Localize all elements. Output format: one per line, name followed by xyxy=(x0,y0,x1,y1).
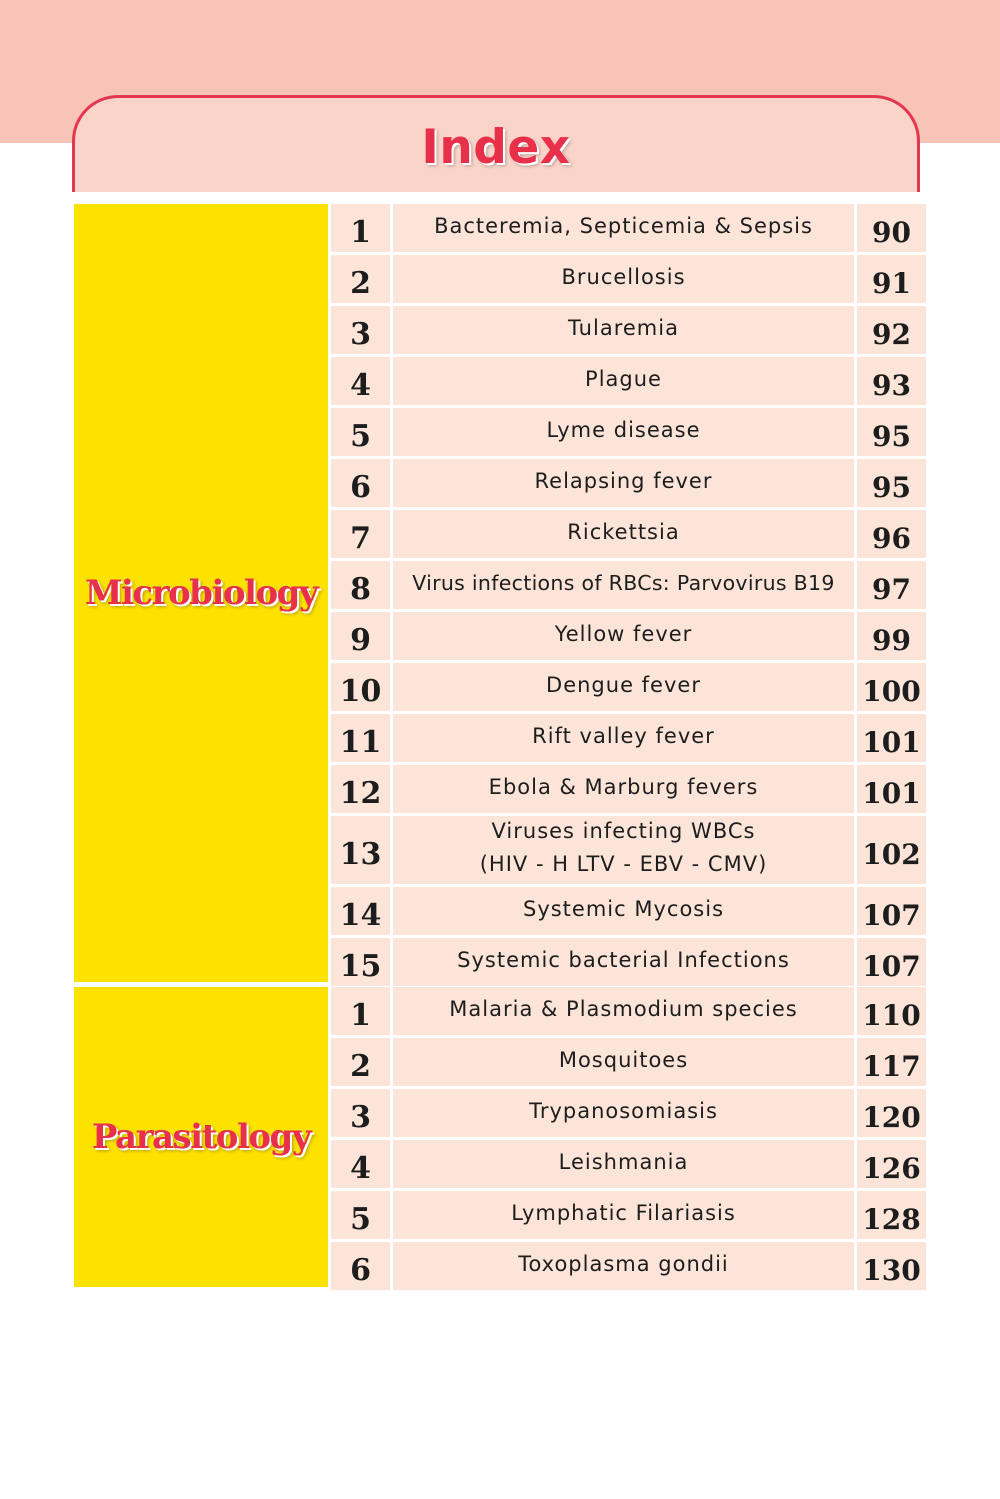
row-number: 7 xyxy=(331,510,390,558)
row-page-number: 120 xyxy=(857,1089,926,1137)
row-topic: Lymphatic Filariasis xyxy=(393,1191,854,1239)
row-topic: Bacteremia, Septicemia & Sepsis xyxy=(393,204,854,252)
row-page-number: 130 xyxy=(857,1242,926,1290)
row-number: 10 xyxy=(331,663,390,711)
row-page-number: 107 xyxy=(857,887,926,935)
page-title: Index xyxy=(421,119,571,175)
section-title: Parasitology xyxy=(91,1117,311,1157)
section-label-parasitology xyxy=(74,987,328,1287)
row-number: 1 xyxy=(331,987,390,1035)
row-number: 15 xyxy=(331,938,390,986)
section-label-microbiology xyxy=(74,204,328,982)
row-number: 2 xyxy=(331,255,390,303)
row-topic: Plague xyxy=(393,357,854,405)
row-page-number: 126 xyxy=(857,1140,926,1188)
row-number: 13 xyxy=(331,816,390,884)
row-page-number: 117 xyxy=(857,1038,926,1086)
row-topic: Systemic Mycosis xyxy=(393,887,854,935)
row-page-number: 100 xyxy=(857,663,926,711)
row-page-number: 99 xyxy=(857,612,926,660)
row-topic-line: (HIV - H LTV - EBV - CMV) xyxy=(479,852,768,876)
row-topic: Leishmania xyxy=(393,1140,854,1188)
row-page-number: 128 xyxy=(857,1191,926,1239)
row-page-number: 91 xyxy=(857,255,926,303)
row-page-number: 90 xyxy=(857,204,926,252)
row-number: 9 xyxy=(331,612,390,660)
row-number: 8 xyxy=(331,561,390,609)
row-number: 11 xyxy=(331,714,390,762)
row-topic: Yellow fever xyxy=(393,612,854,660)
row-topic xyxy=(393,816,854,884)
row-number: 5 xyxy=(331,1191,390,1239)
row-page-number: 101 xyxy=(857,714,926,762)
row-page-number: 101 xyxy=(857,765,926,813)
row-topic: Toxoplasma gondii xyxy=(393,1242,854,1290)
row-page-number: 96 xyxy=(857,510,926,558)
row-number: 4 xyxy=(331,357,390,405)
row-topic: Malaria & Plasmodium species xyxy=(393,987,854,1035)
row-page-number: 93 xyxy=(857,357,926,405)
row-topic: Rift valley fever xyxy=(393,714,854,762)
row-page-number: 92 xyxy=(857,306,926,354)
row-number: 4 xyxy=(331,1140,390,1188)
section-title: Microbiology xyxy=(84,573,318,613)
row-page-number: 110 xyxy=(857,987,926,1035)
row-topic: Brucellosis xyxy=(393,255,854,303)
row-topic: Tularemia xyxy=(393,306,854,354)
row-page-number: 97 xyxy=(857,561,926,609)
row-topic: Systemic bacterial Infections xyxy=(393,938,854,986)
row-number: 2 xyxy=(331,1038,390,1086)
row-number: 14 xyxy=(331,887,390,935)
row-number: 6 xyxy=(331,459,390,507)
row-topic: Dengue fever xyxy=(393,663,854,711)
row-topic: Relapsing fever xyxy=(393,459,854,507)
row-number: 12 xyxy=(331,765,390,813)
row-page-number: 102 xyxy=(857,816,926,884)
row-page-number: 107 xyxy=(857,938,926,986)
row-number: 3 xyxy=(331,1089,390,1137)
row-number: 5 xyxy=(331,408,390,456)
row-topic: Rickettsia xyxy=(393,510,854,558)
row-number: 1 xyxy=(331,204,390,252)
row-page-number: 95 xyxy=(857,408,926,456)
row-topic: Ebola & Marburg fevers xyxy=(393,765,854,813)
row-topic-line: Viruses infecting WBCs xyxy=(491,819,756,843)
row-number: 6 xyxy=(331,1242,390,1290)
row-topic: Virus infections of RBCs: Parvovirus B19 xyxy=(393,561,854,609)
row-number: 3 xyxy=(331,306,390,354)
row-topic: Trypanosomiasis xyxy=(393,1089,854,1137)
row-topic: Mosquitoes xyxy=(393,1038,854,1086)
title-tab xyxy=(72,95,920,192)
row-topic: Lyme disease xyxy=(393,408,854,456)
row-page-number: 95 xyxy=(857,459,926,507)
